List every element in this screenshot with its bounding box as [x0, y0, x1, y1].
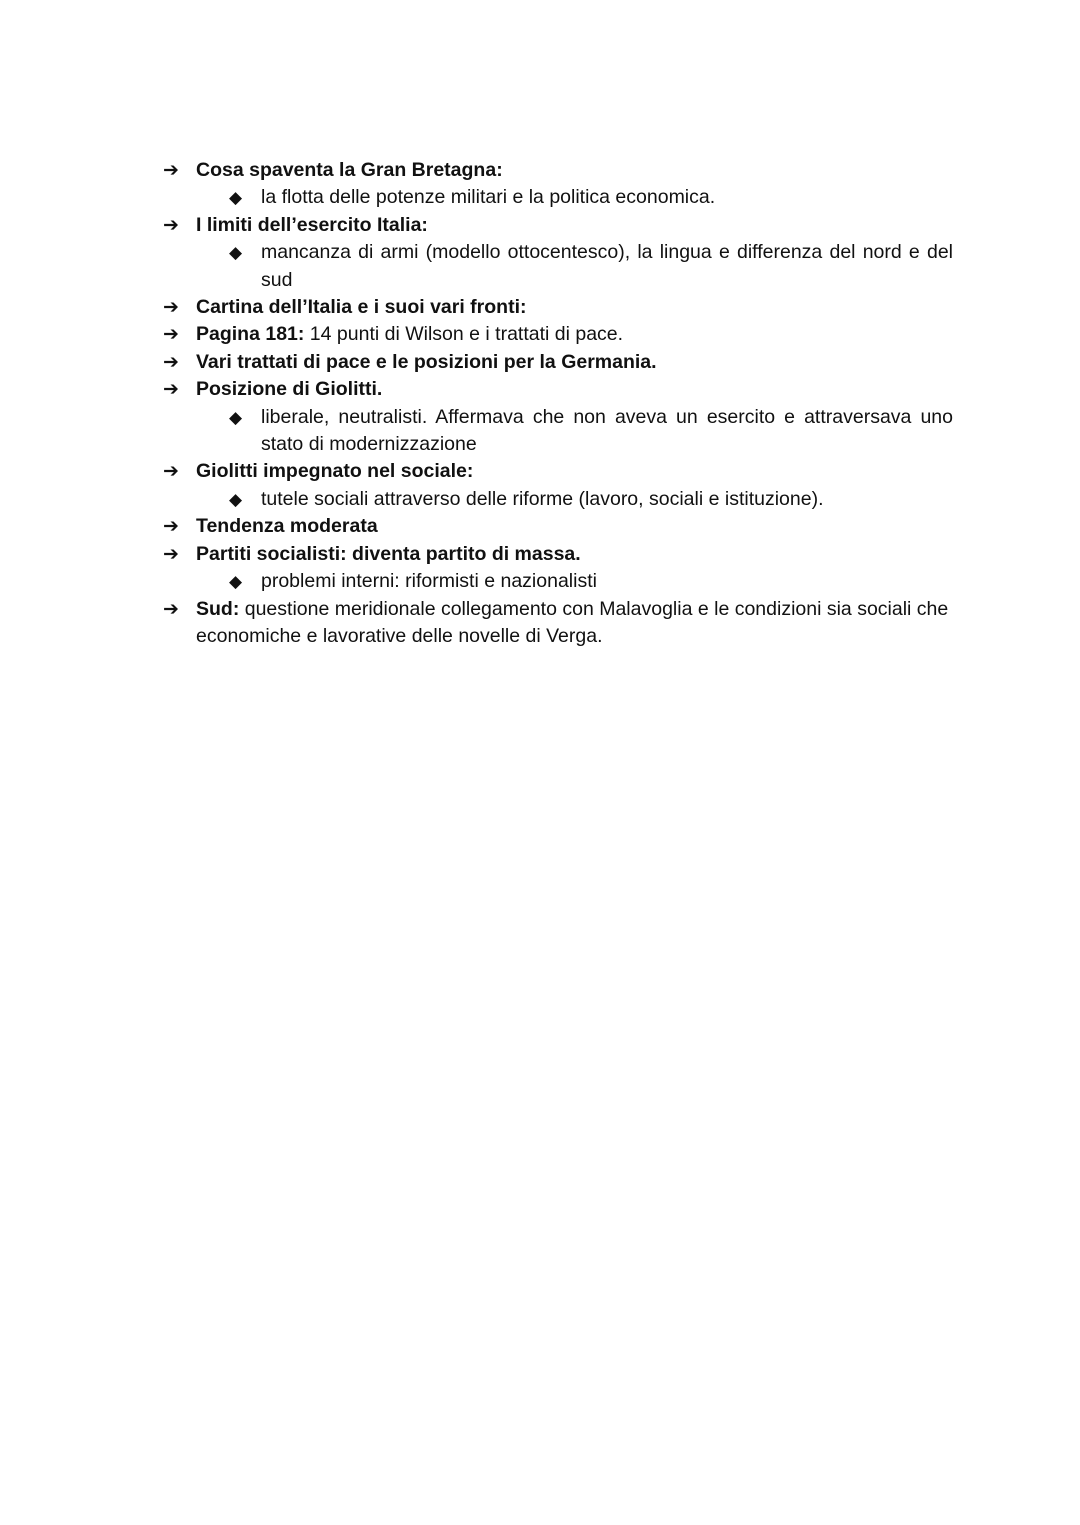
- item-heading: Sud:: [196, 597, 240, 620]
- item-heading: Cartina dell’Italia e i suoi vari fronti:: [196, 296, 527, 319]
- arrow-icon: ➔: [163, 379, 179, 401]
- arrow-icon: ➔: [163, 598, 179, 620]
- list-item: [163, 458, 953, 485]
- arrow-icon: ➔: [163, 324, 179, 346]
- list-item: [163, 212, 953, 239]
- diamond-icon: ◆: [229, 188, 243, 208]
- item-heading: Pagina 181:: [196, 323, 305, 346]
- list-item: [163, 294, 953, 321]
- arrow-icon: ➔: [163, 461, 179, 483]
- arrow-icon: ➔: [163, 214, 179, 236]
- sub-list-item: [163, 404, 953, 459]
- sub-item-text: problemi interni: riformisti e nazionalisti: [261, 570, 597, 593]
- list-item: [163, 541, 953, 568]
- list-item: [163, 513, 953, 540]
- item-heading: Posizione di Giolitti.: [196, 378, 383, 401]
- arrow-icon: ➔: [163, 351, 179, 373]
- item-heading: Vari trattati di pace e le posizioni per la Germania.: [196, 350, 657, 373]
- sub-list-item: [163, 486, 953, 513]
- arrow-icon: ➔: [163, 543, 179, 565]
- sub-list-item: [163, 184, 953, 211]
- sub-item-text: la flotta delle potenze militari e la politica economica.: [261, 186, 716, 209]
- list-item: [163, 157, 953, 184]
- diamond-icon: ◆: [229, 572, 243, 592]
- sub-item-text: mancanza di armi (modello ottocentesco), la lingua e differenza del nord e del sud: [261, 241, 953, 291]
- sub-item-text: tutele sociali attraverso delle riforme (lavoro, sociali e istituzione).: [261, 487, 824, 510]
- list-item: [163, 349, 953, 376]
- item-text: questione meridionale collegamento con Malavoglia e le condizioni sia sociali che economiche e lavorative delle novelle di Verga.: [196, 597, 949, 647]
- item-heading: Tendenza moderata: [196, 515, 378, 538]
- arrow-icon: ➔: [163, 160, 179, 181]
- item-heading: Giolitti impegnato nel sociale:: [196, 460, 474, 483]
- diamond-icon: ◆: [229, 243, 243, 263]
- diamond-icon: ◆: [229, 489, 243, 509]
- item-text: 14 punti di Wilson e i trattati di pace.: [304, 323, 624, 346]
- notes-list: [163, 157, 953, 650]
- sub-item-text: liberale, neutralisti. Affermava che non aveva un esercito e attraversava uno stato di modernizzazione: [261, 405, 953, 456]
- diamond-icon: ◆: [229, 407, 243, 427]
- arrow-icon: ➔: [163, 297, 179, 319]
- item-heading: Cosa spaventa la Gran Bretagna:: [196, 159, 503, 181]
- sub-list-item: [163, 239, 953, 294]
- list-item: [163, 596, 953, 651]
- arrow-icon: ➔: [163, 516, 179, 538]
- item-heading: Partiti socialisti: diventa partito di massa.: [196, 542, 581, 565]
- sub-list-item: [163, 568, 953, 595]
- item-heading: I limiti dell’esercito Italia:: [196, 213, 428, 236]
- list-item: [163, 376, 953, 403]
- list-item: [163, 321, 953, 348]
